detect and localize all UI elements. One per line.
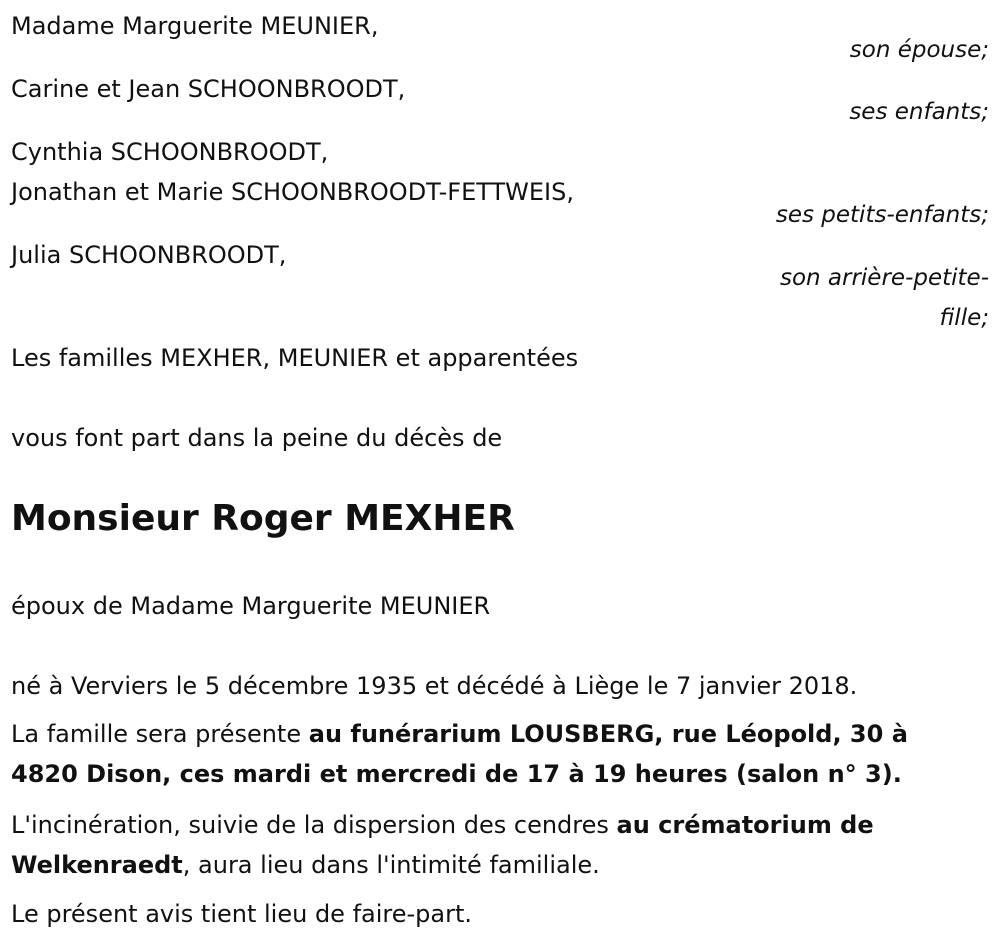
great-granddaughter-name: Julia SCHOONBROODT, xyxy=(11,241,287,269)
visitation-intro: La famille sera présente xyxy=(11,720,309,748)
birth-death-line: né à Verviers le 5 décembre 1935 et décédé à Liège le 7 janvier 2018. xyxy=(11,672,858,700)
great-granddaughter-role-line2: fille; xyxy=(939,305,989,331)
visitation-details: au funérarium LOUSBERG, rue Léopold, 30 à 4820 Dison, ces mardi et mercredi de 17 à 19 heures (salon n° 3). xyxy=(11,720,908,788)
deceased-spouse-line: époux de Madame Marguerite MEUNIER xyxy=(11,592,491,620)
cremation-place: au crématorium de Welkenraedt xyxy=(11,811,874,879)
grandchild-name-1: Cynthia SCHOONBROODT, xyxy=(11,138,329,166)
cremation-paragraph xyxy=(11,805,971,885)
children-names: Carine et Jean SCHOONBROODT, xyxy=(11,75,406,103)
great-granddaughter-role-line1: son arrière-petite- xyxy=(779,265,989,291)
notice-line: Le présent avis tient lieu de faire-part. xyxy=(11,900,473,928)
grandchild-name-2: Jonathan et Marie SCHOONBROODT-FETTWEIS, xyxy=(11,178,574,206)
children-role: ses enfants; xyxy=(849,99,989,125)
spouse-name: Madame Marguerite MEUNIER, xyxy=(11,12,379,40)
cremation-intro: L'incinération, suivie de la dispersion des cendres xyxy=(11,811,617,839)
cremation-outro: , aura lieu dans l'intimité familiale. xyxy=(182,851,600,879)
announcement-line: vous font part dans la peine du décès de xyxy=(11,424,503,452)
spouse-role: son épouse; xyxy=(849,37,989,63)
families-line: Les familles MEXHER, MEUNIER et apparentées xyxy=(11,344,579,372)
visitation-paragraph xyxy=(11,714,971,794)
grandchildren-role: ses petits-enfants; xyxy=(775,202,989,228)
deceased-name: Monsieur Roger MEXHER xyxy=(11,498,515,539)
